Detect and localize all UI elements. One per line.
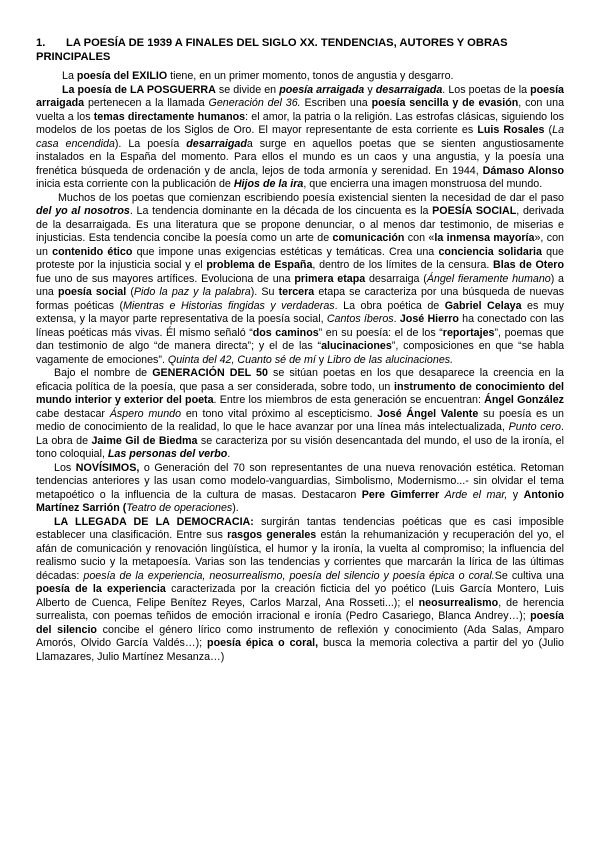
text-run: . La obra poética de: [334, 299, 445, 312]
text-run: se caracteriza por su visión desencantada del mundo, el uso de la ironía, el tono coloquial,: [36, 434, 565, 460]
text-bold: poesía arraigada: [36, 83, 564, 109]
text-run: ) a una: [36, 272, 564, 298]
text-run: .: [393, 313, 400, 325]
text-bold-italic: poesía arraigada: [279, 83, 365, 96]
text-bold: Antonio Martínez Sarrión (: [36, 488, 564, 514]
text-italic: Quinta del 42, Cuanto sé de mí: [167, 353, 316, 366]
text-italic: Pido la paz y la palabra: [133, 286, 251, 298]
text-bold: comunicación: [332, 232, 405, 244]
text-bold-italic: Las personas del verbo: [107, 448, 228, 460]
text-bold: NOVÍSIMOS,: [75, 461, 140, 474]
paragraph-democracia: [36, 516, 564, 665]
text-bold: Jaime Gil de Biedma: [91, 434, 198, 447]
text-run: . Entre los miembros de esta generación se encuentran:: [213, 394, 485, 406]
text-run: que impone unas exigencias estéticas y temáticas. Crea una: [132, 245, 439, 258]
text-bold: Ángel González: [484, 394, 564, 406]
text-italic: Generación del 36.: [208, 97, 301, 109]
paragraph-novisimos: [36, 462, 564, 516]
text-run: fue uno de sus mayores artífices. Evoluciona de una: [36, 272, 295, 285]
text-run: pertenecen a la llamada: [84, 97, 209, 109]
text-run: , con una vuelta a los: [36, 97, 565, 123]
text-bold: rasgos generales: [227, 529, 317, 541]
text-run: , de herencia surrealista, con poemas teñidos de emoción irracional e ironía (Pedro Casariego, Blanca Andrey…);: [36, 596, 565, 622]
text-bold: temas directamente humanos: [93, 110, 246, 123]
document-page: [36, 36, 564, 664]
text-run: La: [62, 70, 77, 82]
text-bold: alucinaciones: [321, 340, 392, 352]
text-run: y: [364, 83, 376, 96]
text-run: desarraiga (: [365, 272, 427, 285]
text-bold: dos caminos: [252, 326, 319, 339]
text-italic: Punto cero: [508, 421, 562, 433]
text-run: a surge en aquellos poetas que se sienten angustiosamente instalados en la España del momento. Para ellos el mundo es un caos y una angustia, y la poesía una frenética búsqueda de ordenación y de ancla, lejos de toda armonía y serenidad. En 1944,: [36, 137, 564, 177]
text-run: en tono vital próximo al escepticismo.: [181, 407, 378, 420]
paragraph-generacion-50: [36, 367, 564, 462]
text-run: se sitúan poetas en los que desaparece la creencia en la eficacia política de la poesía, que pasa a ser considerada, sobre todo, un: [36, 367, 565, 393]
text-run: . Los poetas de la: [442, 83, 531, 96]
text-run: inicia esta corriente con la publicación de: [36, 178, 234, 190]
text-run: y: [315, 353, 328, 366]
text-bold: Blas de Otero: [493, 259, 564, 271]
text-bold: poesía de la experiencia: [36, 583, 166, 595]
text-italic: Mientras e Historias fingidas y verdaderas: [123, 299, 335, 312]
text-italic: Cantos íberos: [326, 313, 394, 325]
text-run: . La obra de: [36, 421, 564, 447]
text-run: tiene, en un primer momento, tonos de angustia y desgarro.: [167, 70, 454, 82]
text-bold-italic: Hijos de la ira: [233, 178, 304, 190]
text-bold: contenido ético: [52, 245, 133, 258]
text-run: busca la memoria colectiva a partir del yo (Julio Llamazares, Julio Martínez Mesanza…): [36, 637, 565, 663]
section-number: 1.: [36, 37, 46, 49]
text-run: ”, poemas que dan testimonio de algo “de manera directa”; y el de las “: [36, 326, 564, 352]
text-bold: José Ángel Valente: [377, 407, 479, 420]
text-run: ). Su: [250, 286, 279, 298]
text-italic: Arde el mar,: [444, 488, 508, 501]
section-title: LA POESÍA DE 1939 A FINALES DEL SIGLO XX. TENDENCIAS, AUTORES Y OBRAS PRINCIPALES: [36, 37, 508, 63]
text-run: Los: [54, 461, 76, 474]
text-bold: GENERACIÓN DEL 50: [152, 367, 268, 379]
text-run: Se cultiva una: [494, 569, 564, 582]
text-italic: Libro de las alucinaciones.: [327, 353, 454, 366]
text-bold: Pere Gimferrer: [361, 488, 440, 501]
text-bold: instrumento de conocimiento del mundo interior y exterior del poeta: [36, 380, 565, 406]
text-run: ).: [232, 502, 239, 514]
text-run: concibe el género lírico como instrumento de reflexión y conocimiento (Ada Salas, Amparo Amorós, Olvido García Valdés…);: [36, 623, 564, 649]
text-run: (: [126, 286, 134, 298]
text-run: con «: [404, 232, 435, 244]
text-run: Bajo el nombre de: [54, 367, 153, 379]
text-run: , que encierra una imagen monstruosa del mundo.: [303, 178, 543, 190]
text-bold: poesía épica o coral,: [207, 637, 319, 649]
text-bold: poesía del silencio: [36, 610, 564, 636]
text-bold: La poesía de LA POSGUERRA: [62, 83, 216, 96]
paragraph-poesia-social: [36, 192, 564, 368]
text-run: están la rehumanización y recuperación del yo, el afán de comunicación y renovación lingüística, el humor y la ironía, la vuelta al compromiso; la influencia del realismo sucio y la metapoesía. Varias son las tendencias y corrientes que marcarán la lírica de las últimas décadas:: [36, 529, 564, 582]
text-bold-italic: del yo al nosotros: [36, 205, 130, 217]
text-bold: José Hierro: [399, 313, 459, 325]
paragraph-posguerra: [36, 84, 564, 192]
text-run: caracterizada por la creación ficticia del yo poético (Luis García Montero, Luis Alberto de Cuenca, Felipe Benítez Reyes, Carlos Marzal, Ana Rosseti...); el: [36, 583, 564, 609]
paragraph-exilio: [36, 70, 564, 84]
text-italic: poesía de la experiencia, neosurrealismo, poesía del silencio y poesía épica o coral.: [83, 569, 495, 582]
text-italic: Áspero mundo: [109, 407, 182, 420]
text-bold: Luis Rosales: [477, 124, 545, 136]
text-bold: Dámaso Alonso: [482, 164, 565, 177]
text-italic: Ángel fieramente humano: [426, 272, 551, 285]
text-bold: la inmensa mayoría: [434, 232, 535, 244]
text-run: y: [507, 488, 524, 501]
text-run: surgirán tantas tendencias poéticas que es casi imposible establecer una clasificación. Entre sus: [36, 515, 564, 541]
text-run: .: [227, 448, 231, 460]
text-run: , dentro de los límites de la censura.: [312, 259, 494, 271]
text-bold: POESÍA SOCIAL: [432, 205, 517, 217]
text-run: (: [544, 124, 553, 136]
text-run: se divide en: [215, 83, 280, 96]
text-run: su poesía es un medio de conocimiento de la realidad, lo que le hace avanzar por una línea más intelectualizada,: [36, 407, 564, 433]
text-bold-italic: desarraigada: [375, 83, 443, 96]
text-bold: LA LLEGADA DE LA DEMOCRACIA:: [54, 515, 254, 528]
text-bold: problema de España: [206, 259, 313, 271]
text-run: ”, composiciones en que “se habla vagamente de emociones”.: [36, 340, 565, 366]
text-bold: poesía social: [57, 286, 127, 298]
text-bold: poesía sencilla y de evasión: [371, 97, 519, 109]
text-bold: tercera: [278, 286, 315, 298]
text-run: . La tendencia dominante en la década de los cincuenta es la: [129, 205, 433, 217]
text-run: », con un: [36, 232, 564, 258]
text-run: que proteste por la injusticia social y el: [36, 245, 564, 271]
text-bold: poesía del EXILIO: [76, 70, 168, 82]
text-run: ” en su poesía: el de los “: [318, 326, 443, 339]
text-italic: Teatro de operaciones: [126, 502, 233, 514]
text-run: , derivada de la desarraigada. Es una literatura que se propone denunciar, o al menos dar testimonio, de miserias e injusticias. Esta tendencia concibe la poesía como un arte de: [36, 205, 564, 244]
text-run: : el amor, la patria o la religión. Las estrofas clásicas, siguiendo los modelos de los poetas de los Siglos de Oro. El mayor representante de esta corriente es: [36, 110, 564, 136]
text-run: es muy extensa, y la mayor parte representativa de la poesía social,: [36, 299, 565, 325]
text-bold: conciencia solidaria: [438, 245, 542, 258]
text-bold-italic: desarraigad: [186, 137, 247, 150]
text-run: cabe destacar: [36, 407, 110, 420]
text-bold: Gabriel Celaya: [444, 299, 522, 312]
text-bold: primera etapa: [294, 272, 366, 285]
section-heading: [36, 36, 564, 64]
text-bold: reportajes: [442, 326, 495, 339]
text-bold: neosurrealismo: [418, 596, 499, 609]
text-run: etapa se caracteriza por una búsqueda de nuevas formas poéticas (: [36, 286, 564, 312]
text-italic: La casa encendida: [36, 124, 565, 150]
text-run: o Generación del 70 son representantes de una nueva renovación estética. Retoman tendencias anteriores y las usan como modelo-vanguardias, Simbolismo, Modernismo...- sin olvidar el tema metapoético o la influencia de la cultura de masas. Destacaron: [36, 461, 565, 501]
text-run: Muchos de los poetas que comienzan escribiendo poesía existencial sienten la necesidad de dar el paso: [58, 191, 564, 204]
text-run: Escriben una: [300, 97, 372, 109]
text-run: ha conectado con las líneas poéticas más vivas. Él mismo señaló “: [36, 313, 564, 339]
text-run: ). La poesía: [114, 137, 187, 150]
